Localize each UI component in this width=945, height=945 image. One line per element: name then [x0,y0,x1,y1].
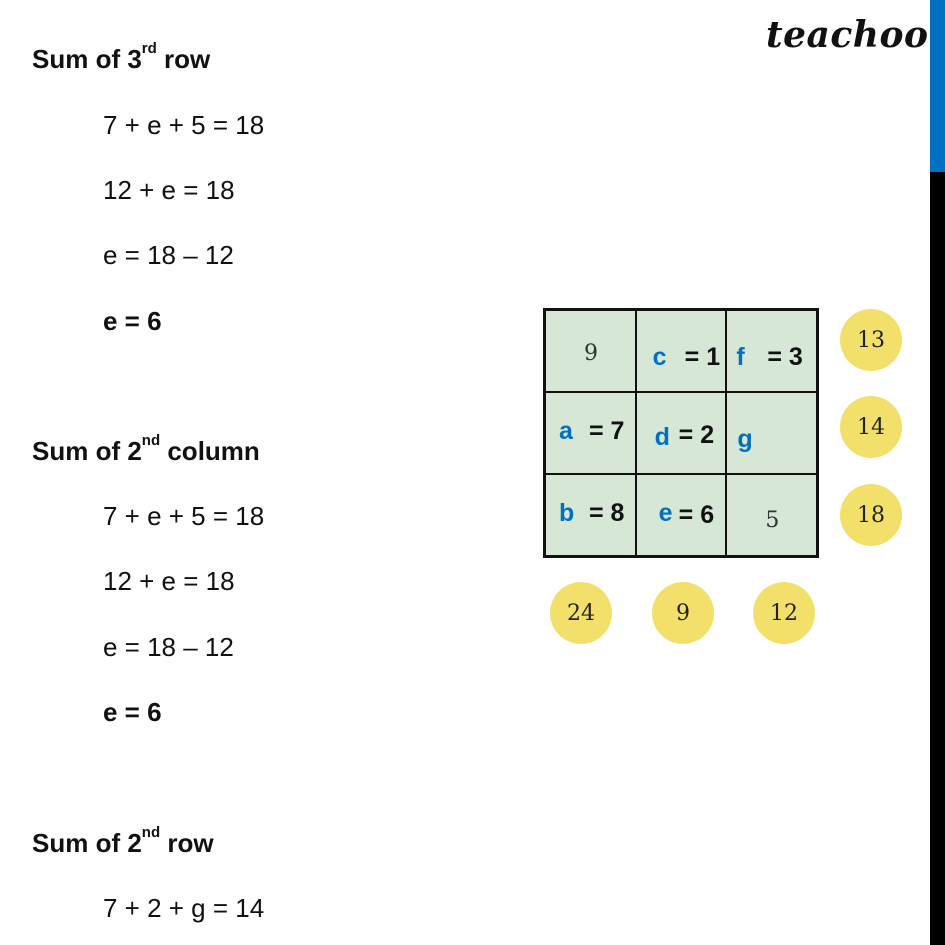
given-number: 5 [765,508,780,533]
grid-cell-r1c0 [545,392,636,474]
variable-value: = 3 [767,343,803,371]
grid-cell-r1c1 [636,392,727,474]
equation-line: e = 18 – 12 [103,632,234,662]
variable-label: f [736,343,745,371]
grid-cell-r2c1 [636,474,727,556]
equation-line: e = 18 – 12 [103,240,234,270]
grid-cell-r0c1 [636,310,727,392]
column-sum-badge: 12 [753,582,815,644]
equation-line: 7 + 2 + g = 14 [103,893,265,923]
magic-square-grid [543,308,819,558]
equation-line: 12 + e = 18 [103,175,235,205]
equation-result: e = 6 [103,306,162,336]
teachoo-logo: teachoo [766,14,929,56]
variable-value: = 6 [678,501,715,529]
equation-line: 7 + e + 5 = 18 [103,501,265,531]
row-sum-badge: 18 [840,484,902,546]
equation-line: 12 + e = 18 [103,566,235,596]
grid-cell-r1c2 [726,392,817,474]
equation-result: e = 6 [103,697,162,727]
section-heading-3rd-row: Sum of 3rd row [32,40,211,74]
variable-label: g [737,425,753,453]
variable-value: = 1 [684,343,721,371]
section-heading-2nd-row: Sum of 2nd row [32,824,214,858]
grid-cell-r2c2 [726,474,817,556]
variable-label: b [559,499,575,527]
variable-label: e [658,499,673,527]
column-sum-badge: 24 [550,582,612,644]
column-sum-badge: 9 [652,582,714,644]
variable-value: = 7 [589,417,625,445]
row-sum-badge: 14 [840,396,902,458]
variable-label: a [559,417,573,445]
variable-value: = 2 [678,421,715,449]
variable-label: d [654,423,670,451]
grid-cell-r2c0 [545,474,636,556]
right-sidebar-bar [930,0,945,945]
section-heading-2nd-column: Sum of 2nd column [32,432,260,466]
given-number: 9 [584,341,598,366]
sidebar-accent [930,0,945,172]
variable-label: c [652,343,667,371]
grid-cell-r0c2 [726,310,817,392]
variable-value: = 8 [589,499,625,527]
grid-cell-r0c0 [545,310,636,392]
row-sum-badge: 13 [840,309,902,371]
equation-line: 7 + e + 5 = 18 [103,110,265,140]
